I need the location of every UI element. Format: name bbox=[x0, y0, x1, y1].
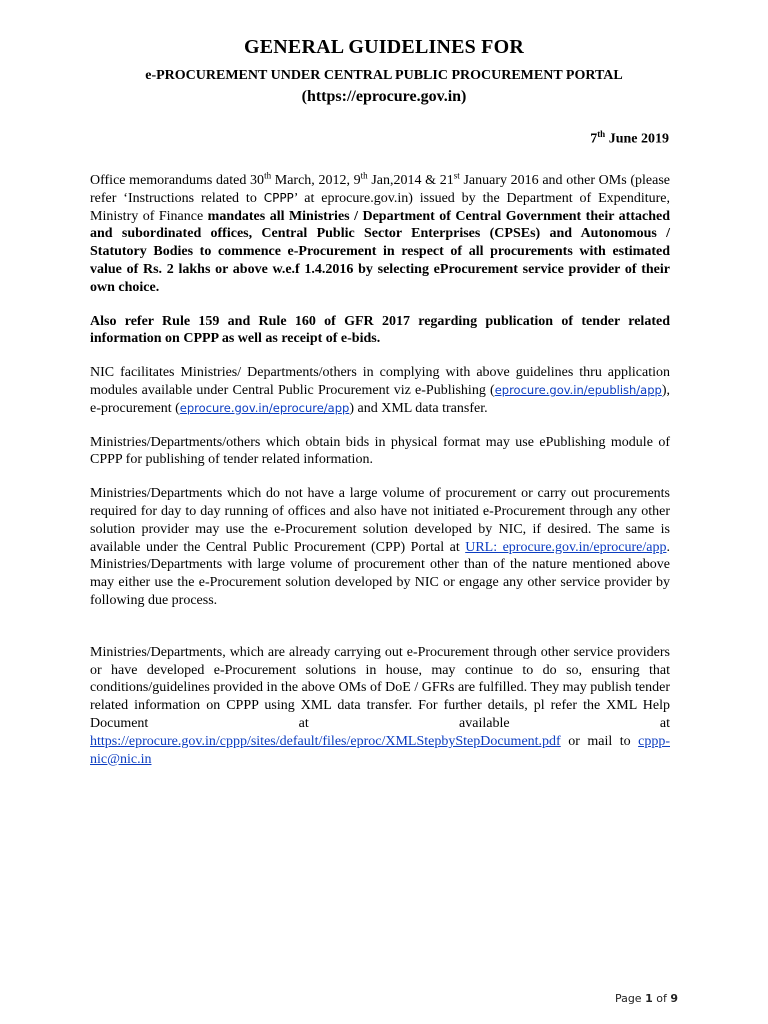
p1-text-1: Office memorandums dated 30 bbox=[90, 173, 265, 188]
paragraph-nic-facilitates bbox=[90, 364, 670, 417]
p6-text-1: Ministries/Departments, which are already carrying out e-Procurement through other service providers or have developed e-Procurement solutions in house, may continue to do so, ensuring that conditions/guidelines provided in the above OMs of DoE / GFRs are fulfilled. They may publish tender related information on CPPP using XML data transfer. For further details, pl refer the XML Help Document at available at bbox=[90, 644, 670, 731]
document-title: GENERAL GUIDELINES FOR bbox=[243, 36, 524, 58]
p1-text-4: January 2016 and other OMs (please refer ‘Instructions related to bbox=[90, 173, 671, 206]
date-rest: June 2019 bbox=[605, 131, 669, 147]
p1-cppp: CPPP bbox=[263, 190, 294, 205]
p5-text-1: Ministries/Departments which do not have a large volume of procurement or carry out procurements required for day to day running of offices and also have not initiated e-Procurement through any other solution provider may use the e-Procurement solution developed by NIC, if desired. The same is available under the Central Public Procurement (CPP) Portal at bbox=[90, 486, 670, 555]
p3-text-2: ), e-procurement ( bbox=[90, 382, 670, 416]
footer-page-label: Page bbox=[614, 992, 642, 1005]
xml-help-document-link[interactable]: https://eprocure.gov.in/cppp/sites/default/files/eproc/XMLStepbyStepDocument.pdf bbox=[90, 733, 561, 749]
p1-sup-1: th bbox=[264, 170, 272, 181]
p1-sup-2: th bbox=[360, 170, 368, 181]
paragraph-existing-providers bbox=[90, 644, 670, 769]
document-subtitle: e-PROCUREMENT UNDER CENTRAL PUBLIC PROCUREMENT PORTAL bbox=[145, 68, 623, 83]
cppp-email-link[interactable]: cppp-nic@nic.in bbox=[90, 733, 670, 767]
date-day-suffix: th bbox=[597, 129, 606, 139]
document-body bbox=[90, 172, 670, 768]
portal-url-heading: (https://eprocure.gov.in) bbox=[301, 88, 467, 105]
p1-sup-3: st bbox=[453, 170, 460, 181]
document-date bbox=[590, 129, 669, 148]
footer-page-total: 9 bbox=[670, 992, 678, 1005]
p1-text-5: ’ at eprocure.gov.in) issued by the Department of Expenditure, Ministry of Finance bbox=[90, 190, 670, 224]
p5-text-2: . Ministries/Departments with large volume of procurement other than of the nature mentioned above may either use the e-Procurement solution developed by NIC or engage any other service provider by following due process. bbox=[90, 539, 670, 608]
epublish-link[interactable]: eprocure.gov.in/epublish/app bbox=[494, 382, 662, 397]
footer-page-number: 1 bbox=[645, 992, 653, 1005]
footer-of-label: of bbox=[656, 992, 667, 1005]
p3-text-3: ) and XML data transfer. bbox=[349, 400, 488, 416]
paragraph-physical-bids: Ministries/Departments/others which obtain bids in physical format may use ePublishing module of CPPP for publishing of tender related information. bbox=[90, 434, 670, 468]
p6-text-2: or mail to bbox=[560, 733, 639, 749]
p1-text-2: March, 2012, 9 bbox=[271, 173, 361, 188]
p1-text-3: Jan,2014 & 21 bbox=[367, 173, 454, 188]
paragraph-gfr-rules: Also refer Rule 159 and Rule 160 of GFR 2017 regarding publication of tender related information on CPPP as well as receipt of e-bids. bbox=[90, 313, 670, 347]
p3-text-1: NIC facilitates Ministries/ Departments/others in complying with above guidelines thru application modules available under Central Public Procurement viz e-Publishing ( bbox=[90, 365, 670, 398]
cpp-portal-link[interactable]: URL: eprocure.gov.in/eprocure/app bbox=[465, 539, 667, 555]
page-footer bbox=[615, 992, 678, 1005]
date-day: 7 bbox=[590, 131, 598, 147]
eprocure-link[interactable]: eprocure.gov.in/eprocure/app bbox=[179, 400, 350, 415]
paragraph-small-volume bbox=[90, 485, 670, 610]
paragraph-office-memorandums bbox=[90, 172, 670, 297]
p1-bold-mandate: mandates all Ministries / Department of Central Government their attached and subordinated offices, Central Public Sector Enterprises (CPSEs) and Autonomous / Statutory Bodies to commence e-Procurement in respect of all procurements with estimated value of Rs. 2 lakhs or above w.e.f 1.4.2016 by selecting eProcurement service provider of their own choice. bbox=[90, 208, 670, 295]
